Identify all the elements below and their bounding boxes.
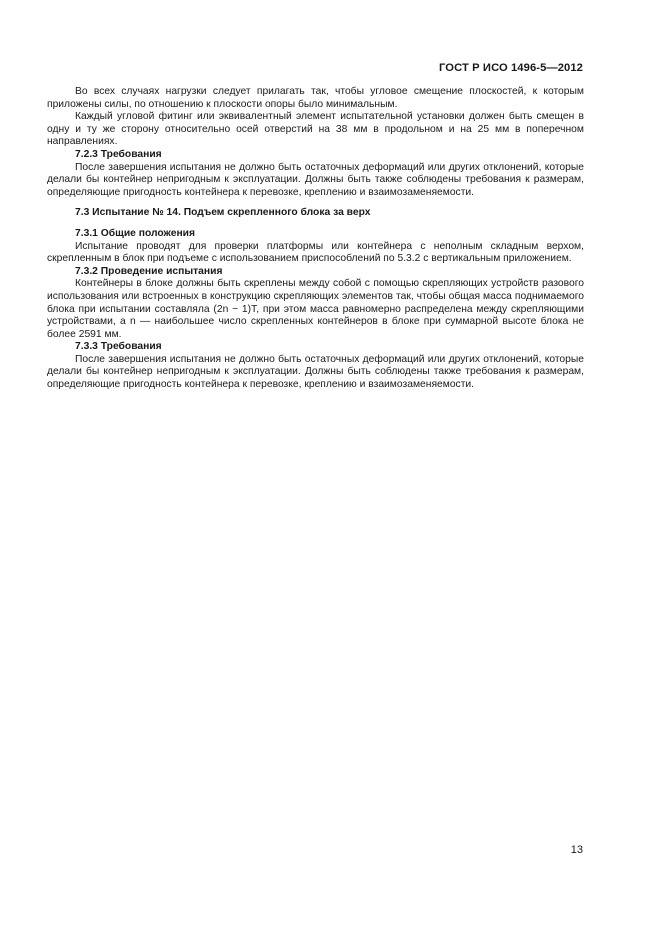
document-header: ГОСТ Р ИСО 1496-5—2012 [439, 62, 583, 74]
section-heading-7-2-3: 7.2.3 Требования [75, 148, 162, 160]
section-heading-7-3-3: 7.3.3 Требования [75, 341, 162, 353]
paragraph-procedure-7-3-2: Контейнеры в блоке должны быть скреплены между собой с помощью скрепляющих устройств разового использования или встроенных в конструкцию скрепляющих элементов так, чтобы общая масса поднимаемого блока при испытании составляла (2n − 1)T, при этом масса равномерно распределена между скрепляющими устройствами, а n — наибольшее число скрепленных контейнеров в блоке при суммарной высоте блока не более 2591 мм. [47, 278, 584, 340]
paragraph-fitting-offset: Каждый угловой фитинг или эквивалентный элемент испытательной установки должен быть смещен в одну и ту же сторону относительно осей отверстий на 38 мм в продольном и на 25 мм в поперечном направлениях. [47, 111, 584, 148]
section-heading-7-3: 7.3 Испытание № 14. Подъем скрепленного блока за верх [75, 207, 371, 219]
section-heading-7-3-2: 7.3.2 Проведение испытания [75, 265, 223, 277]
paragraph-requirements-7-3-3: После завершения испытания не должно быть остаточных деформаций или других отклонений, которые делали бы контейнер непригодным к эксплуатации. Должны быть соблюдены также требования к размерам, определяющие пригодность контейнера к перевозке, креплению и взаимозаменяемости. [47, 353, 584, 391]
paragraph-general-7-3-1: Испытание проводят для проверки платформы или контейнера с неполным складным верхом, скрепленным в блок при подъеме с использованием приспособлений по 5.3.2 с вертикальным приложением. [47, 240, 584, 265]
section-heading-7-3-1: 7.3.1 Общие положения [75, 227, 195, 239]
paragraph-loading: Во всех случаях нагрузки следует прилагать так, чтобы угловое смещение плоскостей, к которым приложены силы, по отношению к плоскости опоры было минимальным. [47, 86, 584, 110]
page-number: 13 [570, 844, 583, 856]
document-body [47, 86, 584, 392]
paragraph-requirements-7-2-3: После завершения испытания не должно быть остаточных деформаций или других отклонений, которые делали бы контейнер непригодным к эксплуатации. Должны быть также соблюдены требования к размерам, определяющие пригодность контейнера к перевозке, креплению и взаимозаменяемости. [47, 161, 584, 198]
